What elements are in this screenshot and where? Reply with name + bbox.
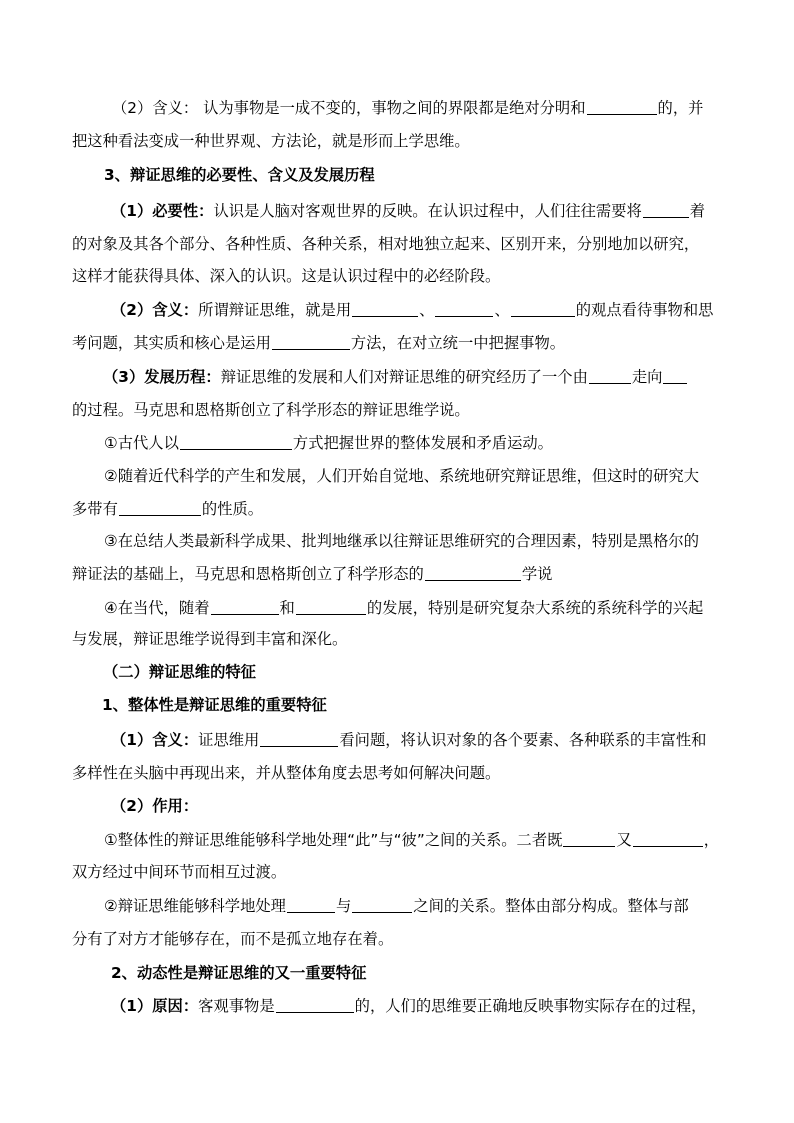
text-run: 走向 [631,368,663,386]
text-line [72,498,263,520]
fill-in-blank[interactable] [352,300,418,317]
text-line [111,200,705,222]
text-run: 3、辩证思维的必要性、含义及发展历程 [104,166,375,184]
text-line [72,233,699,255]
text-run: 与发展，辩证思维学说得到丰富和深化。 [72,630,348,648]
text-run: 辩证思维的发展和人们对辩证思维的研究经历了一个由 [220,368,588,386]
text-run: 认识是人脑对客观世界的反映。在认识过程中，人们往往需要将 [213,202,642,220]
text-run: 的性质。 [201,500,264,518]
text-run: 证思维用 [198,731,260,749]
text-run: 方法，在对立统一中把握事物。 [350,334,566,352]
text-run: 、 [419,301,435,319]
text-line [104,895,689,917]
bold-label: （1）含义： [111,731,199,749]
text-run: 所谓辩证思维，就是用 [198,301,352,319]
text-line [112,97,703,119]
fill-in-blank[interactable] [119,499,201,516]
text-line [72,399,470,421]
fill-in-blank[interactable] [287,896,335,913]
text-run: 着 [689,202,706,220]
text-run: （二）辩证思维的特征 [103,663,256,681]
fill-in-blank[interactable] [352,896,412,913]
text-run: 多样性在头脑中再现出来，并从整体角度去思考如何解决问题。 [72,764,501,782]
text-line [72,861,286,883]
fill-in-blank[interactable] [272,333,350,350]
fill-in-blank[interactable] [643,201,689,218]
text-line [72,928,393,950]
text-run: ①古代人以 [104,434,179,452]
text-run: 看问题，将认识对象的各个要素、各种联系的丰富性和 [339,731,707,749]
text-run: 与 [335,897,352,915]
bold-label: （1）原因： [111,997,199,1015]
text-run: 的对象及其各个部分、各种性质、各种关系，相对地独立起来、区别开来，分别地加以研究， [72,235,700,253]
text-line [72,563,552,585]
text-line [72,762,500,784]
text-run: 双方经过中间环节而相互过渡。 [72,863,287,881]
text-line [72,332,565,354]
text-line [104,465,699,487]
text-run: 的，人们的思维要正确地反映事物实际存在的过程， [354,997,707,1015]
bold-label: （3）发展历程： [103,368,221,386]
text-run: 考问题，其实质和核心是运用 [72,334,271,352]
text-run: 又 [616,831,632,849]
text-run: 和 [279,599,295,617]
text-line [72,130,470,152]
text-run: 学说 [521,565,553,583]
fill-in-blank[interactable] [425,564,521,581]
text-run: 把这种看法变成一种世界观、方法论，就是形而上学思维。 [72,132,470,150]
fill-in-blank[interactable] [663,367,687,384]
text-run: ， [703,831,720,849]
text-run: 的过程。马克思和恩格斯创立了科学形态的辩证思维学说。 [72,401,470,419]
text-run: 这样才能获得具体、深入的认识。这是认识过程中的必经阶段。 [72,267,501,285]
fill-in-blank[interactable] [563,830,615,847]
text-run: ④在当代，随着 [104,599,210,617]
text-run: 分有了对方才能够存在，而不是孤立地存在着。 [72,930,394,948]
fill-in-blank[interactable] [633,830,703,847]
text-run: ②随着近代科学的产生和发展，人们开始自觉地、系统地研究辩证思维，但这时的研究大 [104,467,699,485]
text-run: 、 [494,301,510,319]
text-run: 的，并 [657,99,704,117]
section-heading [111,795,198,817]
text-run: 辩证法的基础上，马克思和恩格斯创立了科学形态的 [72,565,424,583]
text-run: 之间的关系。整体由部分构成。整体与部 [413,897,689,915]
fill-in-blank[interactable] [260,730,338,747]
text-line [104,432,553,454]
text-run: 客观事物是 [198,997,275,1015]
fill-in-blank[interactable] [511,300,575,317]
text-run: 方式把握世界的整体发展和矛盾运动。 [292,434,553,452]
fill-in-blank[interactable] [587,98,657,115]
text-line [111,299,713,321]
text-line [72,265,500,287]
text-line [104,829,719,851]
text-run: ①整体性的辩证思维能够科学地处理“此”与“彼”之间的关系。二者既 [104,831,563,849]
section-heading [104,164,375,186]
bold-label: （2）含义： [111,301,199,319]
fill-in-blank[interactable] [589,367,631,384]
section-heading [103,661,256,683]
text-line [111,995,706,1017]
fill-in-blank[interactable] [296,598,366,615]
text-run: （2）作用： [111,797,199,815]
text-line [104,597,703,619]
text-run: 1、整体性是辩证思维的重要特征 [102,696,327,714]
text-line [72,628,347,650]
bold-label: （1）必要性： [111,202,214,220]
fill-in-blank[interactable] [276,996,354,1013]
fill-in-blank[interactable] [180,433,292,450]
text-line [104,530,699,552]
text-run: ②辩证思维能够科学地处理 [104,897,286,915]
text-run: 2、动态性是辩证思维的又一重要特征 [111,964,367,982]
text-run: （2）含义： 认为事物是一成不变的，事物之间的界限都是绝对分明和 [112,99,586,117]
text-line [111,729,706,751]
fill-in-blank[interactable] [435,300,493,317]
text-run: 的发展，特别是研究复杂大系统的系统科学的兴起 [366,599,704,617]
fill-in-blank[interactable] [211,598,279,615]
section-heading [102,694,327,716]
text-run: ③在总结人类最新科学成果、批判地继承以往辩证思维研究的合理因素，特别是黑格尔的 [104,532,699,550]
text-run: 的观点看待事物和思 [575,301,714,319]
section-heading [111,962,366,984]
text-run: 多带有 [72,500,118,518]
text-line [103,366,688,388]
